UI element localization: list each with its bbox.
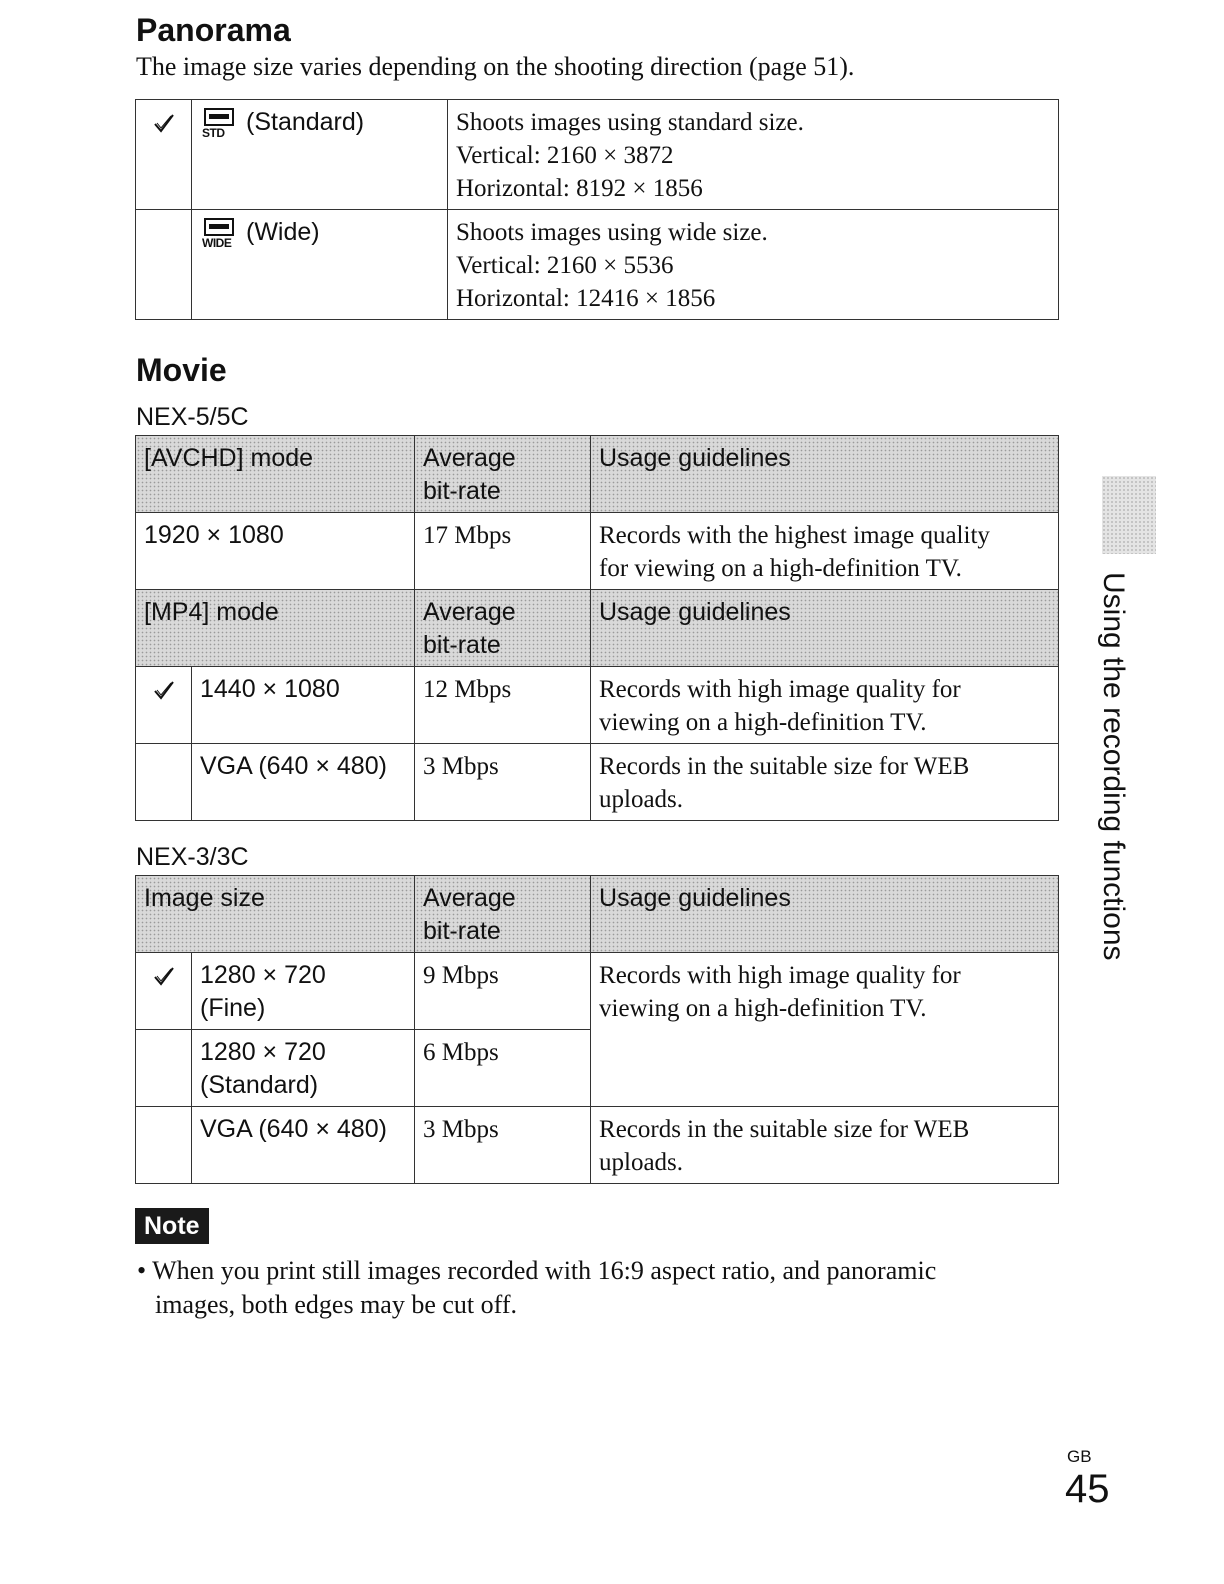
table-header-row — [136, 876, 1059, 953]
note-text-line-1: • When you print still images recorded with 16:9 aspect ratio, and panoramic — [137, 1256, 937, 1285]
check-mark-icon — [153, 112, 175, 134]
usage-cell: Records in the suitable size for WEB uploads. — [591, 744, 1059, 821]
page-number: 45 — [1065, 1467, 1110, 1511]
nex3-movie-table — [135, 875, 1059, 1184]
table-header-row — [136, 590, 1059, 667]
bitrate-cell: 17 Mbps — [415, 513, 591, 590]
region-code: GB — [1067, 1447, 1092, 1466]
header-bitrate: Average bit-rate — [415, 436, 591, 513]
header-usage: Usage guidelines — [591, 876, 1059, 953]
desc-line: Shoots images using wide size. — [456, 219, 768, 246]
bitrate-cell: 9 Mbps — [415, 953, 591, 1030]
desc-line: Vertical: 2160 × 5536 — [456, 252, 674, 279]
desc-line: Horizontal: 8192 × 1856 — [456, 175, 703, 202]
panorama-desc-cell — [448, 100, 1059, 210]
header-usage: Usage guidelines — [591, 590, 1059, 667]
table-row — [136, 1107, 1059, 1184]
check-mark-icon — [153, 679, 175, 701]
usage-cell: Records with high image quality for viewing on a high-definition TV. — [591, 667, 1059, 744]
nex5-movie-table — [135, 435, 1059, 821]
header-usage: Usage guidelines — [591, 436, 1059, 513]
table-row — [136, 667, 1059, 744]
note-badge: Note — [135, 1208, 209, 1244]
header-bitrate: Average bit-rate — [415, 876, 591, 953]
section-tab-marker — [1102, 476, 1156, 554]
header-mode: [AVCHD] mode — [136, 436, 415, 513]
header-mode: [MP4] mode — [136, 590, 415, 667]
mode-label: (Standard) — [246, 108, 365, 136]
size-cell: 1280 × 720 (Standard) — [192, 1030, 415, 1107]
size-cell: 1440 × 1080 — [192, 667, 415, 744]
size-cell: 1280 × 720 (Fine) — [192, 953, 415, 1030]
default-mark-cell — [136, 1107, 192, 1184]
table-row — [136, 210, 1059, 320]
header-mode: Image size — [136, 876, 415, 953]
section-title-movie: Movie — [136, 352, 227, 388]
size-cell: VGA (640 × 480) — [192, 744, 415, 821]
model-label-nex3: NEX-3/3C — [136, 843, 249, 871]
header-bitrate: Average bit-rate — [415, 590, 591, 667]
size-cell: 1920 × 1080 — [136, 513, 415, 590]
mode-label: (Wide) — [246, 218, 320, 246]
note-text-line-2: images, both edges may be cut off. — [155, 1290, 517, 1319]
panorama-desc-cell — [448, 210, 1059, 320]
usage-cell: Records with high image quality for viewing on a high-definition TV. — [591, 953, 1059, 1107]
panorama-table — [135, 99, 1059, 320]
default-mark-cell — [136, 744, 192, 821]
table-row — [136, 100, 1059, 210]
bitrate-cell: 6 Mbps — [415, 1030, 591, 1107]
panorama-intro: The image size varies depending on the shooting direction (page 51). — [136, 52, 855, 81]
default-mark-cell — [136, 210, 192, 320]
table-header-row — [136, 436, 1059, 513]
size-cell: VGA (640 × 480) — [192, 1107, 415, 1184]
desc-line: Vertical: 2160 × 3872 — [456, 142, 674, 169]
section-title-panorama: Panorama — [136, 12, 291, 48]
panorama-mode-cell — [192, 210, 448, 320]
section-tab-label: Using the recording functions — [1097, 572, 1130, 961]
check-mark-icon — [153, 965, 175, 987]
panorama-standard-icon: STD — [200, 106, 240, 140]
default-mark-cell — [136, 1030, 192, 1107]
table-row — [136, 513, 1059, 590]
desc-line: Shoots images using standard size. — [456, 109, 804, 136]
table-row — [136, 953, 1059, 1030]
usage-cell: Records in the suitable size for WEB uploads. — [591, 1107, 1059, 1184]
default-mark-cell — [136, 667, 192, 744]
bitrate-cell: 12 Mbps — [415, 667, 591, 744]
default-mark-cell — [136, 953, 192, 1030]
panorama-mode-cell — [192, 100, 448, 210]
model-label-nex5: NEX-5/5C — [136, 403, 249, 431]
default-mark-cell — [136, 100, 192, 210]
panorama-wide-icon: WIDE — [200, 216, 240, 250]
bitrate-cell: 3 Mbps — [415, 1107, 591, 1184]
table-row — [136, 744, 1059, 821]
usage-cell: Records with the highest image quality for viewing on a high-definition TV. — [591, 513, 1059, 590]
bitrate-cell: 3 Mbps — [415, 744, 591, 821]
desc-line: Horizontal: 12416 × 1856 — [456, 285, 716, 312]
